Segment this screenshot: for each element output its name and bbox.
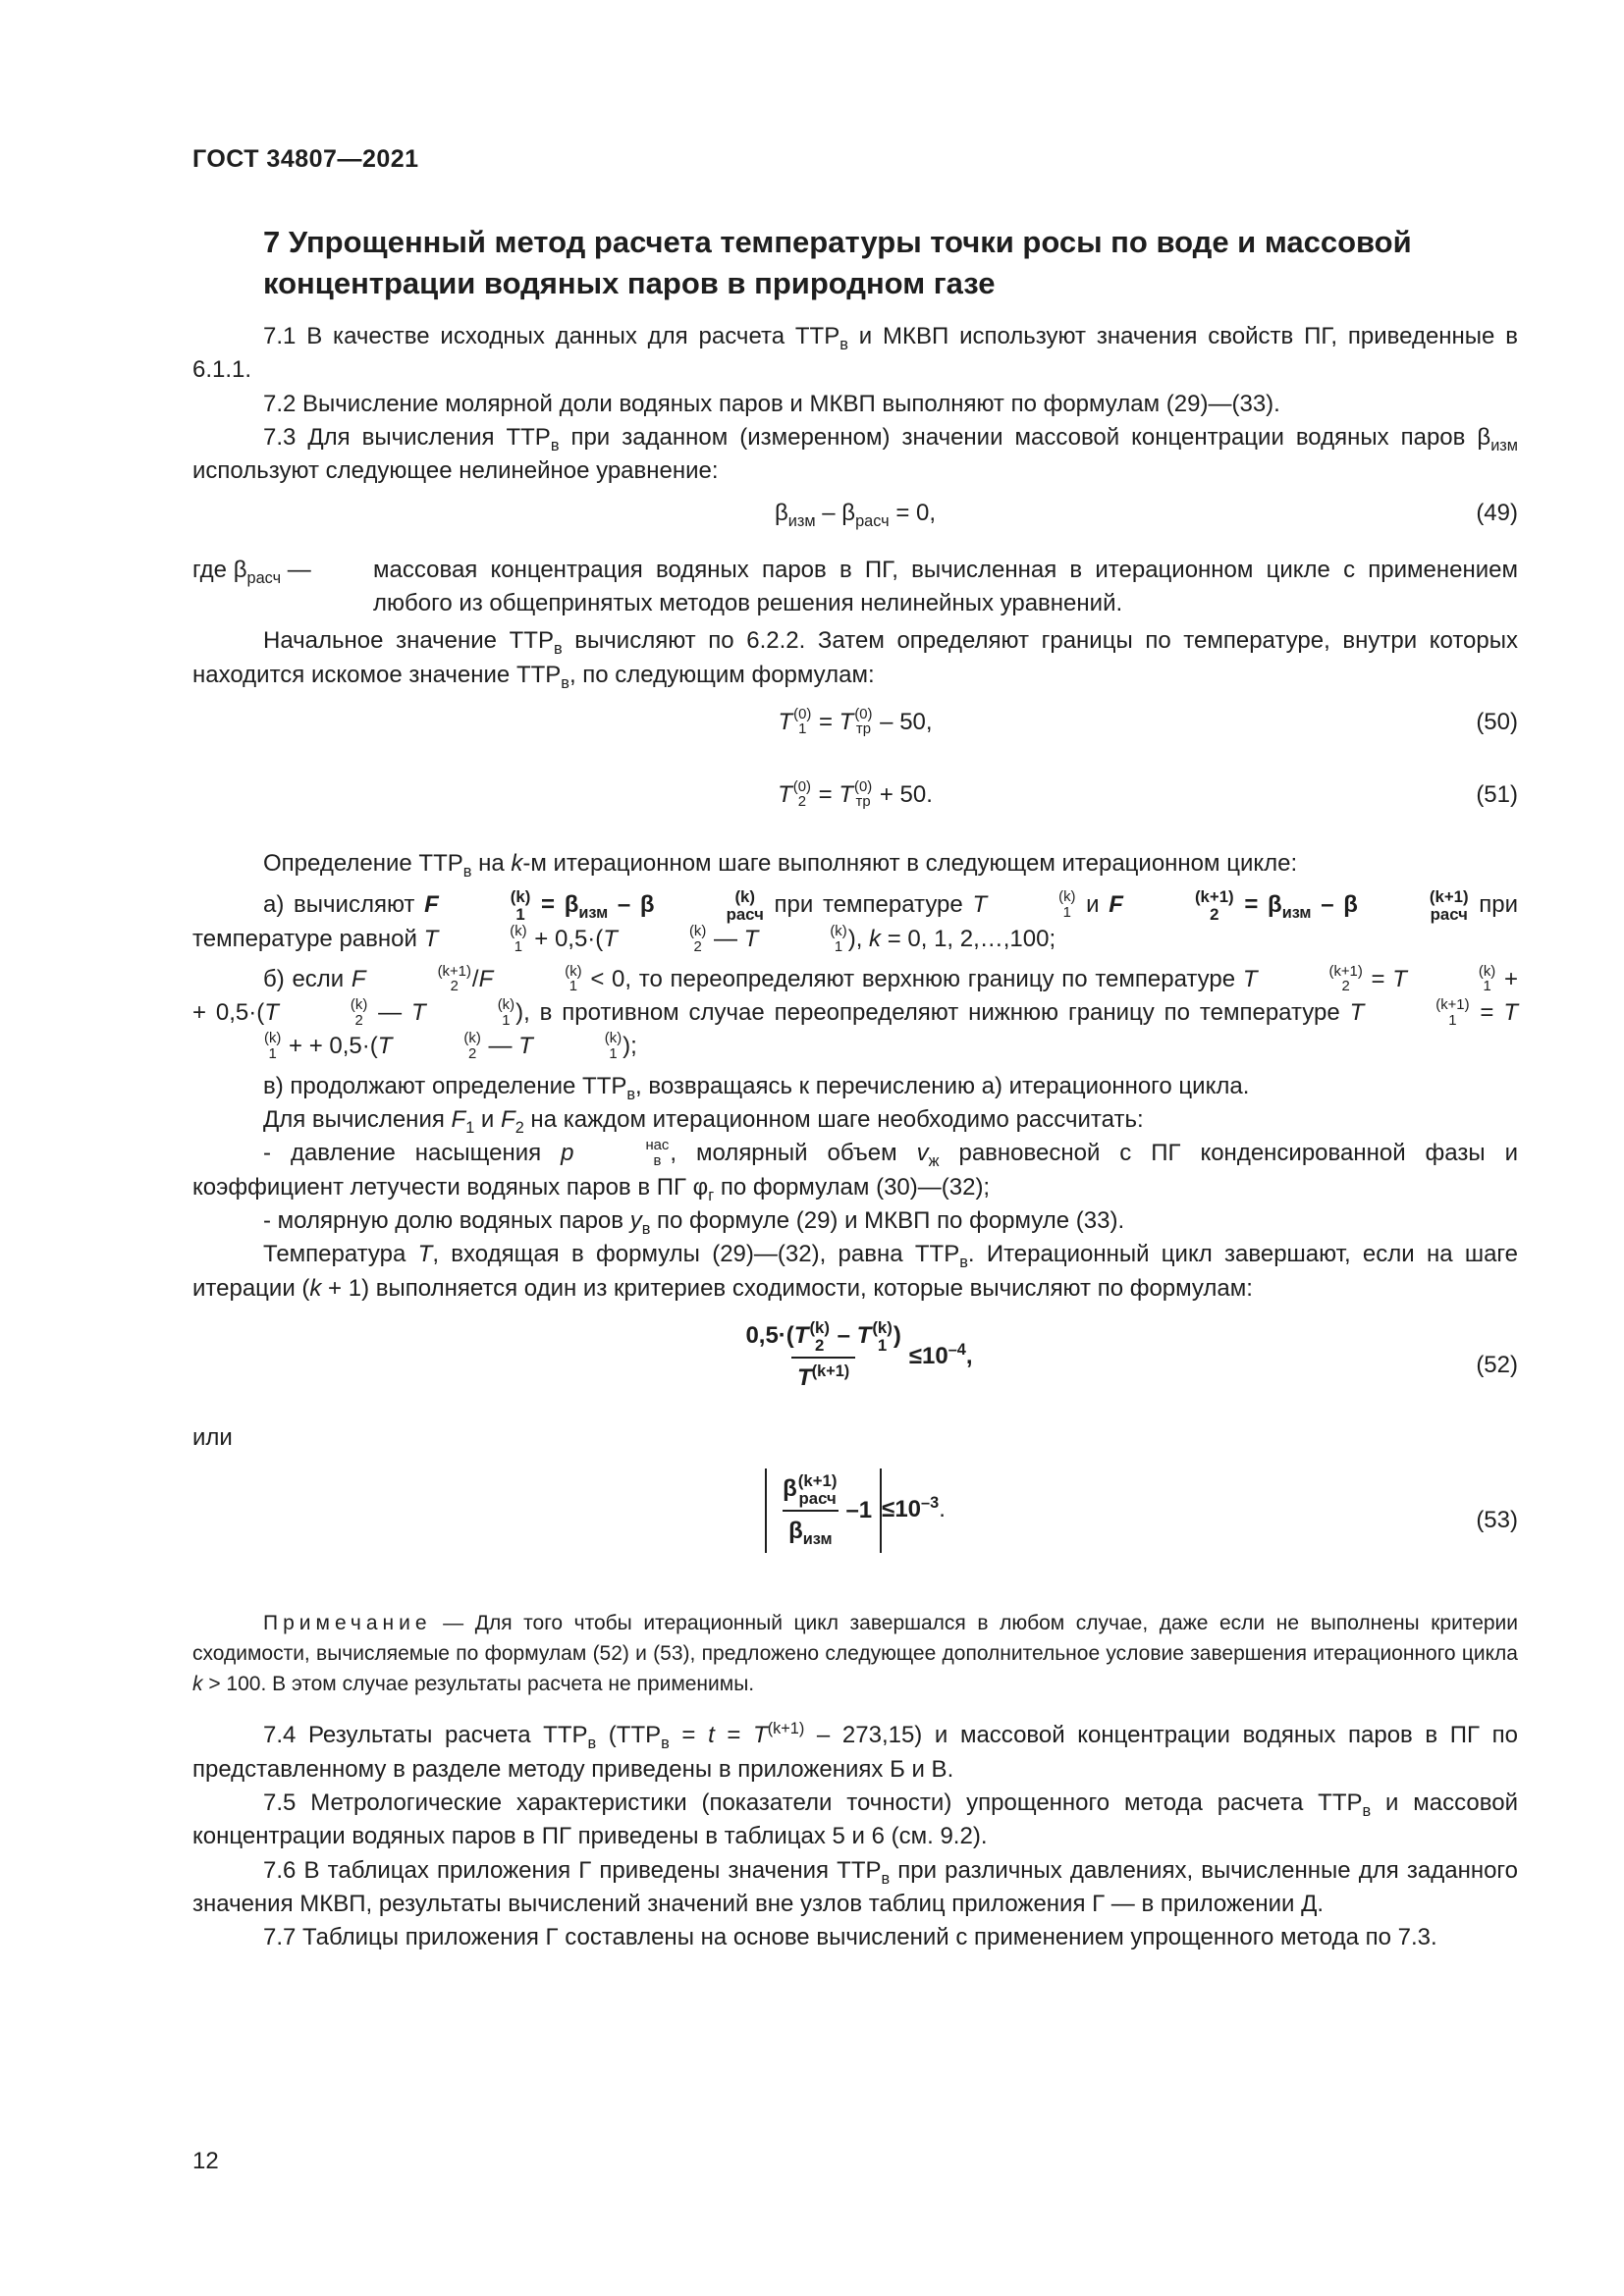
paragraph-7-6: 7.6 В таблицах приложения Г приведены значения $ТТР_в$ при различных давлениях, вычисленные для заданного значения МКВП, результаты вычислений значений вне узлов таблиц приложения Г — в приложении Д. [192, 1856, 1519, 1917]
paragraph-7-5: 7.5 Метрологические характеристики (показатели точности) упрощенного метода расчета $ТТР_в$ и массовой концентрации водяных паров в ПГ приведены в таблицах 5 и 6 (см. 9.2). [192, 1789, 1518, 1850]
equation-49-formula: $\beta_{изм} - \beta_{расч} = 0$, [774, 499, 937, 530]
section-title: 7 Упрощенный метод расчета температуры точки росы по воде и массовой концентрации водяных паров в природном газе [263, 225, 1412, 301]
equation-52 [192, 1306, 1518, 1421]
paragraph-7-7: 7.7 Таблицы приложения Г составлены на основе вычислений с применением упрощенного метода по 7.3. [263, 1924, 1437, 1951]
paragraph-calc-requirements: Для вычисления $F_1$ и $F_2$ на каждом итерационном шаге необходимо рассчитать: [263, 1105, 1144, 1137]
equation-50-number: (50) [1476, 708, 1518, 735]
where-definition: массовая концентрация водяных паров в ПГ, вычисленная в итерационном цикле с применением любого из общепринятых методов решения нелинейных уравнений. [373, 556, 1518, 616]
note-label: Примечание [263, 1612, 432, 1635]
paragraph-7-2: 7.2 Вычисление молярной доли водяных паров и МКВП выполняют по формулам (29)—(33). [263, 390, 1280, 417]
equation-49-number: (49) [1476, 499, 1518, 526]
paragraph-temperature: Температура T, входящая в формулы (29)—(32), равна $ТТР_в$. Итерационный цикл завершают, если на шаге итерации (k + 1) выполняется один из критериев сходимости, которые вычисляют по формулам: [192, 1241, 1519, 1302]
where-clause: где $\beta_{расч}$ — массовая концентрация водяных паров в ПГ, вычисленная в итерационном цикле с применением любого из общепринятых методов решения нелинейных уравнений. [192, 554, 1518, 621]
equation-51-number: (51) [1476, 780, 1518, 808]
paragraph-7-4: 7.4 Результаты расчета $ТТР_в$ $(ТТР_в = t = T^{(k+1)} - 273,15)$ и массовой концентрации водяных паров в ПГ по представленному в разделе методу приведены в приложениях Б и В. [192, 1720, 1518, 1783]
or-word: или [192, 1423, 233, 1451]
equation-50 [192, 692, 1518, 767]
equation-49 [192, 489, 1518, 546]
paragraph-7-1: 7.1 В качестве исходных данных для расчета $ТТР_в$ и МКВП используют значения свойств ПГ, приведенные в 6.1.1. [192, 323, 1518, 384]
equation-53-formula: β (k+1) расч $\beta_{изм}$ –1 $\le 10^{-3}$. [192, 1468, 1518, 1553]
equation-51-formula: T (0) 2 = T (0) тр + 50. [778, 778, 933, 811]
document-header: ГОСТ 34807—2021 [192, 145, 419, 173]
list-item-a: а) вычисляют F (k) 1 = $\beta_{изм}$ – β (k) расч при температуре T (k) 1 и F (k+1) 2 = $\beta_{изм}$ – β (k+1) расч при температуре равной T (k) 1 + 0,5·(T (k) 2 — T (k) 1 ), k = 0, 1, 2,…,100; [192, 887, 1519, 956]
paragraph-initial-value: Начальное значение $ТТР_в$ вычисляют по 6.2.2. Затем определяют границы по температуре, внутри которых находится искомое значение $ТТР_в$, по следующим формулам: [192, 627, 1518, 692]
equation-50-formula: T (0) 1 = T (0) тр – 50, [778, 706, 933, 738]
dash-item-saturation: - давление насыщения p нас в , молярный объем $v_ж$ равновесной с ПГ конденсированной фазы и коэффициент летучести водяных паров в ПГ $\varphi_г$ по формулам (30)—(32); [192, 1138, 1518, 1204]
list-item-v: в) продолжают определение $ТТР_в$, возвращаясь к перечислению а) итерационного цикла. [263, 1072, 1250, 1103]
equation-51 [192, 767, 1518, 847]
equation-52-number: (52) [1476, 1351, 1518, 1378]
dash-item-molar-fraction: - молярную долю водяных паров $y_в$ по формуле (29) и МКВП по формуле (33). [263, 1206, 1125, 1238]
paragraph-7-3: 7.3 Для вычисления $ТТР_в$ при заданном (измеренном) значении массовой концентрации водяных паров $\beta_{изм}$ используют следующее нелинейное уравнение: [192, 423, 1518, 485]
paragraph-iteration-definition: Определение $ТТР_в$ на k-м итерационном шаге выполняют в следующем итерационном цикле: [263, 849, 1298, 881]
document-body [192, 320, 1518, 1955]
equation-53 [192, 1461, 1518, 1586]
equation-53-number: (53) [1476, 1507, 1518, 1534]
equation-52-formula: 0,5·(T (k) 2 – T (k) 1 ) $T^{(k+1)}$ $\le 10^{-4}$, [192, 1319, 1518, 1396]
note: Примечание — Для того чтобы итерационный цикл завершался в любом случае, даже если не выполнены критерии сходимости, вычисляемые по формулам (52) и (53), предложено следующее дополнительное условие завершения итерационного цикла k > 100. В этом случае результаты расчета не применимы. [192, 1612, 1519, 1696]
list-item-b: б) если F (k+1) 2 /F (k) 1 < 0, то переопределяют верхнюю границу по температуре T (k+1) 2 = T (k) 1 + + 0,5·(T (k) 2 — T (k) 1 ), в противном случае переопределяют нижнюю границу по температуре T (k+1) 1 = T (k) 1 + + 0,5·(T (k) 2 — T (k) 1 ); [192, 963, 1518, 1062]
page-number: 12 [192, 2148, 219, 2174]
